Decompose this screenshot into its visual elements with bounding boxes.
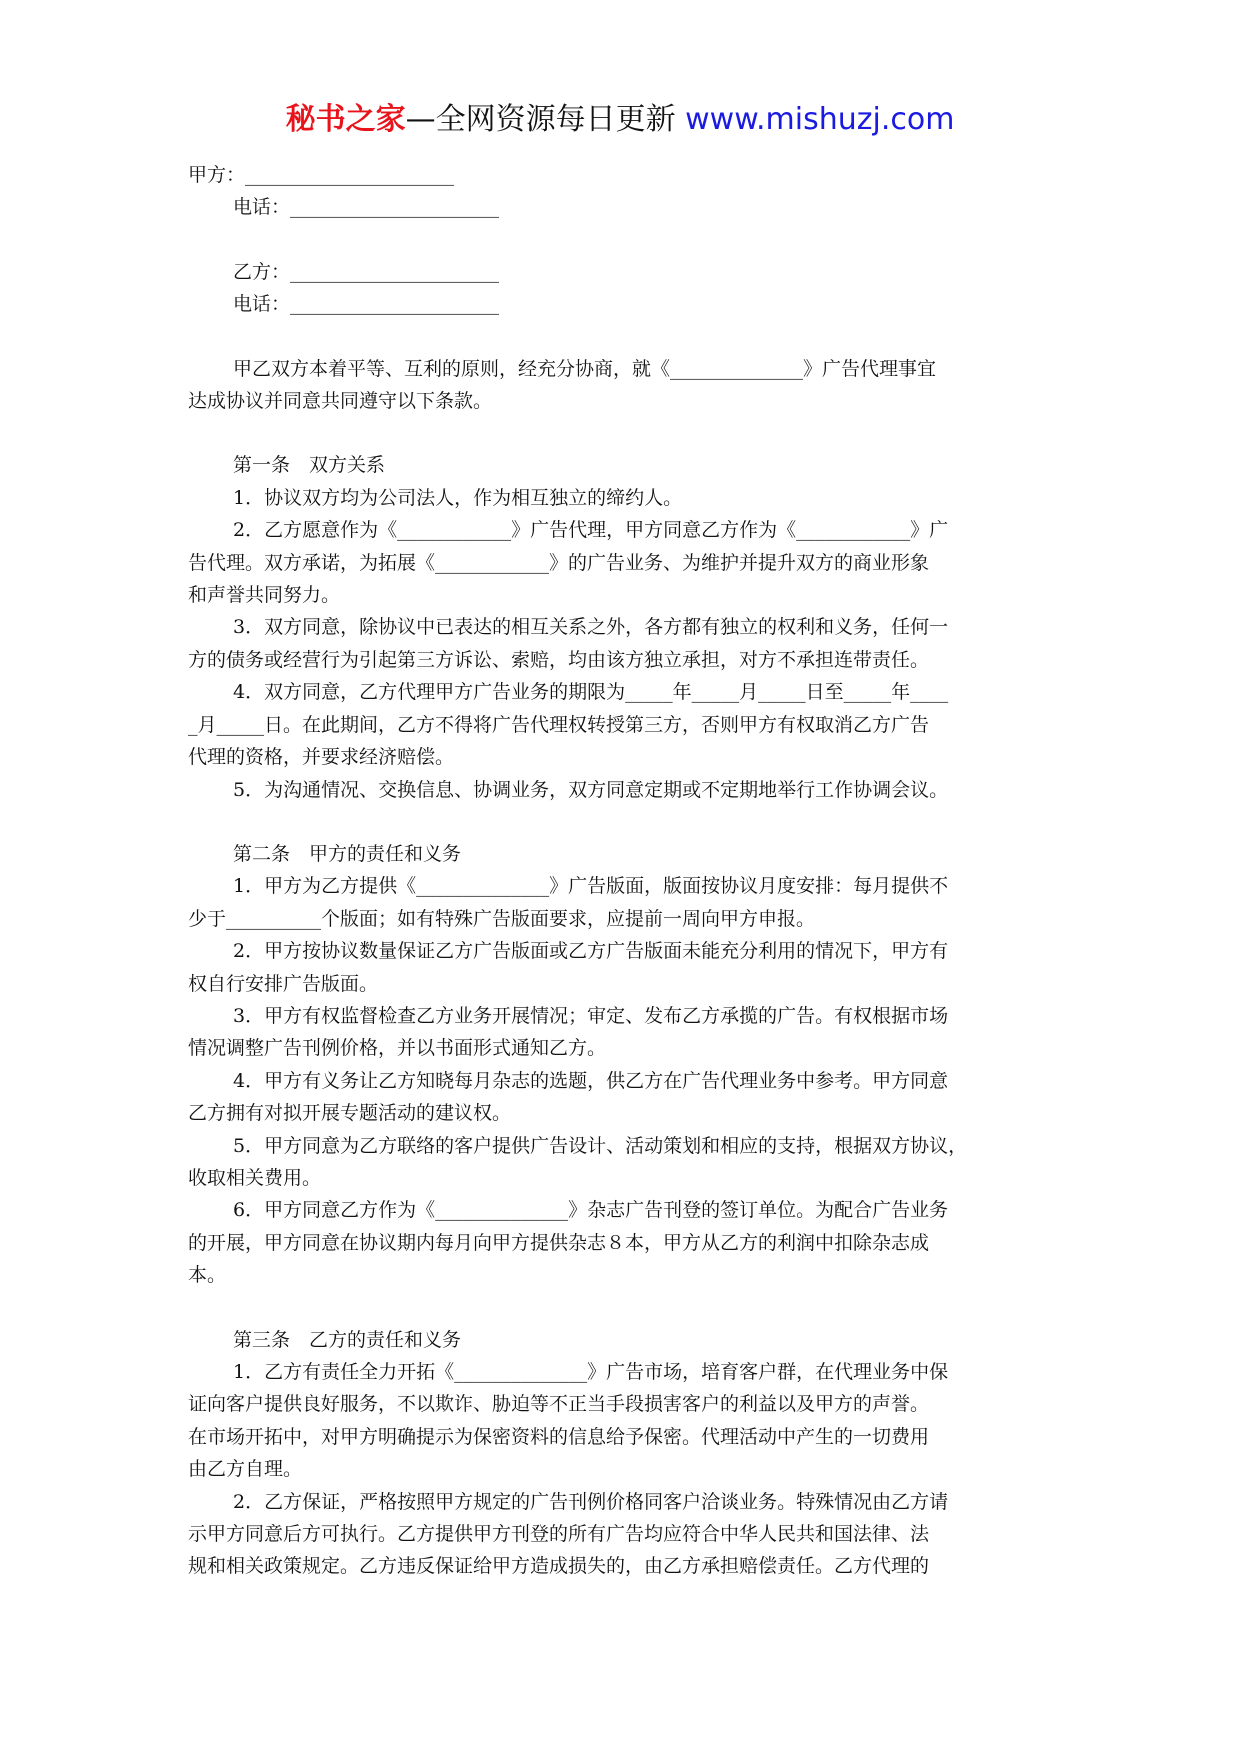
article-2-line: 乙方拥有对拟开展专题活动的建议权。 — [188, 1102, 512, 1125]
article-3-line: 2．乙方保证，严格按照甲方规定的广告刊例价格同客户洽谈业务。特殊情况由乙方请 — [233, 1490, 949, 1513]
article-2-line: 少于__________个版面；如有特殊广告版面要求，应提前一周向甲方申报。 — [188, 907, 816, 930]
article-2-line: 3．甲方有权监督检查乙方业务开展情况；审定、发布乙方承揽的广告。有权根据市场 — [233, 1004, 949, 1027]
article-2-line: 权自行安排广告版面。 — [188, 972, 379, 995]
article-1-line: 4．双方同意，乙方代理甲方广告业务的期限为_____年_____月_____日至_____年____ — [233, 681, 949, 704]
preamble-line: 达成协议并同意共同遵守以下条款。 — [188, 390, 493, 413]
party-a-field: 甲方：______________________ — [188, 164, 455, 186]
site-banner — [0, 100, 1240, 140]
party-b-phone-field: 电话：______________________ — [233, 293, 500, 316]
article-2-line: 4．甲方有义务让乙方知晓每月杂志的选题，供乙方在广告代理业务中参考。甲方同意 — [233, 1069, 949, 1092]
article-2-line: 2．甲方按协议数量保证乙方广告版面或乙方广告版面未能充分利用的情况下，甲方有 — [233, 940, 949, 963]
party-b-field: 乙方：______________________ — [233, 260, 500, 283]
article-2-line: 收取相关费用。 — [188, 1166, 322, 1189]
party-a-phone-field: 电话：______________________ — [233, 196, 500, 219]
article-2-line: 情况调整广告刊例价格，并以书面形式通知乙方。 — [188, 1037, 607, 1060]
article-3-line: 由乙方自理。 — [188, 1458, 303, 1481]
article-2-line: 5．甲方同意为乙方联络的客户提供广告设计、活动策划和相应的支持，根据双方协议， — [233, 1134, 968, 1157]
article-2-line: 1．甲方为乙方提供《______________》广告版面，版面按协议月度安排：每月提供不 — [233, 875, 949, 898]
article-2-line: 6．甲方同意乙方作为《______________》杂志广告刊登的签订单位。为配合广告业务 — [233, 1199, 949, 1222]
article-1-line: 告代理。双方承诺，为拓展《____________》的广告业务、为维护并提升双方的商业形象 — [188, 551, 930, 574]
article-3-line: 规和相关政策规定。乙方违反保证给甲方造成损失的，由乙方承担赔偿责任。乙方代理的 — [188, 1555, 930, 1578]
article-1-line: 5．为沟通情况、交换信息、协调业务，双方同意定期或不定期地举行工作协调会议。 — [233, 778, 949, 801]
article-3-title: 第三条 乙方的责任和义务 — [233, 1328, 462, 1351]
article-3-line: 1．乙方有责任全力开拓《______________》广告市场，培育客户群，在代理业务中保 — [233, 1361, 949, 1383]
article-2-line: 本。 — [188, 1264, 227, 1287]
article-2-title: 第二条 甲方的责任和义务 — [233, 842, 462, 865]
article-2-line: 的开展，甲方同意在协议期内每月向甲方提供杂志８本，甲方从乙方的利润中扣除杂志成 — [188, 1231, 930, 1254]
article-3-line: 示甲方同意后方可执行。乙方提供甲方刊登的所有广告均应符合中华人民共和国法律、法 — [188, 1523, 930, 1546]
website-link[interactable]: www.mishuzj.com — [685, 102, 955, 137]
article-1-line: 代理的资格，并要求经济赔偿。 — [188, 746, 455, 769]
banner-slogan: —全网资源每日更新 — [405, 102, 686, 137]
article-1-title: 第一条 双方关系 — [233, 454, 386, 477]
article-1-line: 和声誉共同努力。 — [188, 584, 341, 607]
article-3-line: 证向客户提供良好服务，不以欺诈、胁迫等不正当手段损害客户的利益以及甲方的声誉。 — [188, 1393, 930, 1416]
article-3-line: 在市场开拓中，对甲方明确提示为保密资料的信息给予保密。代理活动中产生的一切费用 — [188, 1425, 930, 1448]
brand-name: 秘书之家 — [285, 102, 406, 137]
article-1-line: 方的债务或经营行为引起第三方诉讼、索赔，均由该方独立承担，对方不承担连带责任。 — [188, 648, 930, 671]
article-1-line: 1．协议双方均为公司法人，作为相互独立的缔约人。 — [233, 486, 683, 509]
article-1-line: 3．双方同意，除协议中已表达的相互关系之外，各方都有独立的权利和义务，任何一 — [233, 616, 949, 639]
article-1-line: _月_____日。在此期间，乙方不得将广告代理权转授第三方，否则甲方有权取消乙方广告 — [188, 713, 930, 736]
article-1-line: 2．乙方愿意作为《____________》广告代理，甲方同意乙方作为《____________》广 — [233, 519, 949, 542]
preamble-line: 甲乙双方本着平等、互利的原则，经充分协商，就《______________》广告代理事宜 — [233, 357, 937, 380]
contract-body — [188, 159, 1060, 1583]
